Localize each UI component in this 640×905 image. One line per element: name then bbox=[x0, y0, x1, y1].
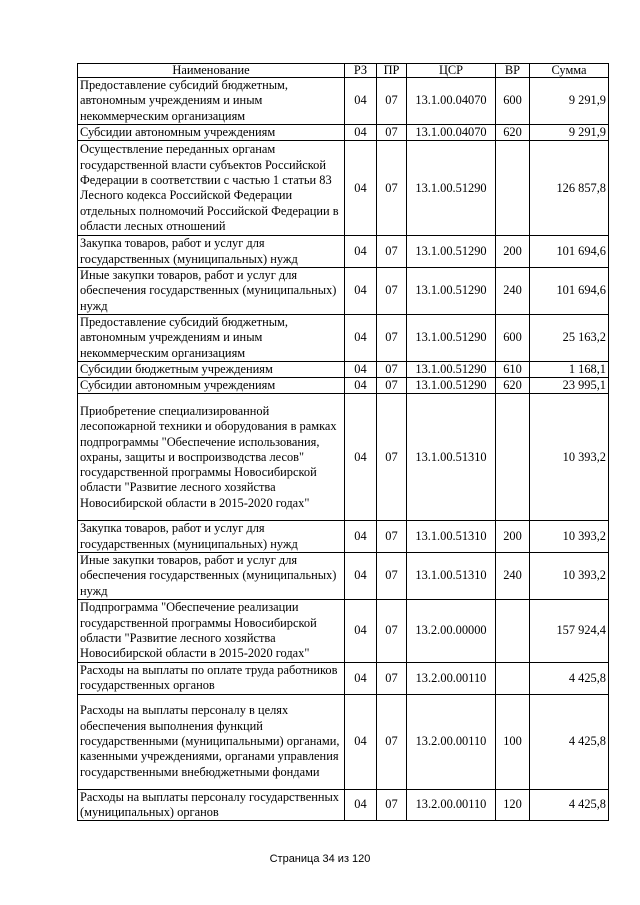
cell-pr: 07 bbox=[377, 553, 407, 600]
cell-csr: 13.2.00.00110 bbox=[407, 694, 496, 789]
header-vr: ВР bbox=[496, 64, 530, 78]
cell-csr: 13.1.00.51290 bbox=[407, 267, 496, 314]
table-row bbox=[78, 521, 609, 553]
cell-name: Субсидии автономным учреждениям bbox=[78, 378, 345, 394]
cell-pr: 07 bbox=[377, 267, 407, 314]
table-row bbox=[78, 78, 609, 125]
cell-vr: 240 bbox=[496, 553, 530, 600]
cell-rz: 04 bbox=[345, 267, 377, 314]
header-sum: Сумма bbox=[530, 64, 609, 78]
cell-name: Расходы на выплаты персоналу государственных (муниципальных) органов bbox=[78, 789, 345, 821]
cell-rz: 04 bbox=[345, 663, 377, 695]
table-row bbox=[78, 694, 609, 789]
cell-rz: 04 bbox=[345, 521, 377, 553]
cell-vr: 620 bbox=[496, 378, 530, 394]
cell-sum: 9 291,9 bbox=[530, 78, 609, 125]
cell-csr: 13.2.00.00110 bbox=[407, 789, 496, 821]
cell-rz: 04 bbox=[345, 694, 377, 789]
cell-csr: 13.1.00.51290 bbox=[407, 314, 496, 361]
table-row bbox=[78, 789, 609, 821]
cell-pr: 07 bbox=[377, 141, 407, 236]
table-row bbox=[78, 141, 609, 236]
cell-rz: 04 bbox=[345, 553, 377, 600]
cell-vr: 610 bbox=[496, 361, 530, 377]
cell-name: Субсидии автономным учреждениям bbox=[78, 125, 345, 141]
table-row bbox=[78, 361, 609, 377]
cell-rz: 04 bbox=[345, 236, 377, 268]
table-row bbox=[78, 394, 609, 521]
cell-rz: 04 bbox=[345, 361, 377, 377]
cell-sum: 157 924,4 bbox=[530, 600, 609, 663]
cell-sum: 101 694,6 bbox=[530, 267, 609, 314]
cell-name: Иные закупки товаров, работ и услуг для обеспечения государственных (муниципальных) нужд bbox=[78, 267, 345, 314]
cell-csr: 13.1.00.04070 bbox=[407, 78, 496, 125]
cell-csr: 13.2.00.00110 bbox=[407, 663, 496, 695]
cell-pr: 07 bbox=[377, 789, 407, 821]
cell-sum: 10 393,2 bbox=[530, 521, 609, 553]
cell-sum: 9 291,9 bbox=[530, 125, 609, 141]
cell-rz: 04 bbox=[345, 378, 377, 394]
cell-sum: 25 163,2 bbox=[530, 314, 609, 361]
cell-csr: 13.1.00.51290 bbox=[407, 141, 496, 236]
table-row bbox=[78, 663, 609, 695]
cell-pr: 07 bbox=[377, 78, 407, 125]
cell-name: Предоставление субсидий бюджетным, автономным учреждениям и иным некоммерческим организациям bbox=[78, 78, 345, 125]
cell-sum: 4 425,8 bbox=[530, 694, 609, 789]
header-pr: ПР bbox=[377, 64, 407, 78]
cell-pr: 07 bbox=[377, 394, 407, 521]
cell-sum: 23 995,1 bbox=[530, 378, 609, 394]
cell-vr: 200 bbox=[496, 236, 530, 268]
cell-name: Предоставление субсидий бюджетным, автономным учреждениям и иным некоммерческим организациям bbox=[78, 314, 345, 361]
cell-vr: 600 bbox=[496, 78, 530, 125]
cell-name: Закупка товаров, работ и услуг для государственных (муниципальных) нужд bbox=[78, 236, 345, 268]
cell-vr: 600 bbox=[496, 314, 530, 361]
cell-vr bbox=[496, 600, 530, 663]
header-csr: ЦСР bbox=[407, 64, 496, 78]
cell-name: Закупка товаров, работ и услуг для государственных (муниципальных) нужд bbox=[78, 521, 345, 553]
budget-table bbox=[77, 63, 609, 821]
cell-csr: 13.1.00.51310 bbox=[407, 553, 496, 600]
cell-pr: 07 bbox=[377, 125, 407, 141]
cell-rz: 04 bbox=[345, 314, 377, 361]
cell-name: Иные закупки товаров, работ и услуг для обеспечения государственных (муниципальных) нужд bbox=[78, 553, 345, 600]
cell-csr: 13.1.00.51310 bbox=[407, 521, 496, 553]
table-row bbox=[78, 267, 609, 314]
cell-rz: 04 bbox=[345, 789, 377, 821]
table-row bbox=[78, 378, 609, 394]
cell-pr: 07 bbox=[377, 361, 407, 377]
cell-name: Подпрограмма "Обеспечение реализации государственной программы Новосибирской области "Развитие лесного хозяйства Новосибирской области в 2015-2020 годах" bbox=[78, 600, 345, 663]
cell-csr: 13.1.00.51290 bbox=[407, 236, 496, 268]
cell-sum: 126 857,8 bbox=[530, 141, 609, 236]
table-row bbox=[78, 314, 609, 361]
cell-csr: 13.1.00.51290 bbox=[407, 378, 496, 394]
cell-rz: 04 bbox=[345, 141, 377, 236]
cell-rz: 04 bbox=[345, 600, 377, 663]
page-number: Страница 34 из 120 bbox=[269, 853, 371, 865]
cell-name: Осуществление переданных органам государственной власти субъектов Российской Федерации в соответствии с частью 1 статьи 83 Лесного кодекса Российской Федерации отдельных полномочий Российской Федерации в области лесных отношений bbox=[78, 141, 345, 236]
header-name: Наименование bbox=[78, 64, 345, 78]
cell-pr: 07 bbox=[377, 378, 407, 394]
cell-sum: 4 425,8 bbox=[530, 789, 609, 821]
cell-pr: 07 bbox=[377, 663, 407, 695]
cell-rz: 04 bbox=[345, 394, 377, 521]
table-row bbox=[78, 125, 609, 141]
table-row bbox=[78, 553, 609, 600]
cell-vr: 240 bbox=[496, 267, 530, 314]
cell-vr: 620 bbox=[496, 125, 530, 141]
cell-rz: 04 bbox=[345, 78, 377, 125]
cell-name: Субсидии бюджетным учреждениям bbox=[78, 361, 345, 377]
cell-vr: 200 bbox=[496, 521, 530, 553]
header-rz: РЗ bbox=[345, 64, 377, 78]
cell-sum: 10 393,2 bbox=[530, 553, 609, 600]
cell-pr: 07 bbox=[377, 521, 407, 553]
table-header-row bbox=[78, 64, 609, 78]
cell-pr: 07 bbox=[377, 314, 407, 361]
cell-pr: 07 bbox=[377, 600, 407, 663]
cell-vr bbox=[496, 394, 530, 521]
cell-vr bbox=[496, 663, 530, 695]
cell-csr: 13.1.00.51290 bbox=[407, 361, 496, 377]
cell-vr: 100 bbox=[496, 694, 530, 789]
cell-name: Расходы на выплаты персоналу в целях обеспечения выполнения функций государственными (муниципальными) органами, казенными учреждениями, органами управления государственными внебюджетными фондами bbox=[78, 694, 345, 789]
cell-pr: 07 bbox=[377, 694, 407, 789]
cell-name: Приобретение специализированной лесопожарной техники и оборудования в рамках подпрограммы "Обеспечение использования, охраны, защиты и воспроизводства лесов" государственной программы Новосибирской области "Развитие лесного хозяйства Новосибирской области в 2015-2020 годах" bbox=[78, 394, 345, 521]
table-row bbox=[78, 600, 609, 663]
cell-vr: 120 bbox=[496, 789, 530, 821]
cell-rz: 04 bbox=[345, 125, 377, 141]
cell-sum: 1 168,1 bbox=[530, 361, 609, 377]
cell-csr: 13.2.00.00000 bbox=[407, 600, 496, 663]
cell-name: Расходы на выплаты по оплате труда работников государственных органов bbox=[78, 663, 345, 695]
cell-pr: 07 bbox=[377, 236, 407, 268]
cell-vr bbox=[496, 141, 530, 236]
cell-sum: 4 425,8 bbox=[530, 663, 609, 695]
cell-csr: 13.1.00.04070 bbox=[407, 125, 496, 141]
table-row bbox=[78, 236, 609, 268]
cell-sum: 101 694,6 bbox=[530, 236, 609, 268]
cell-sum: 10 393,2 bbox=[530, 394, 609, 521]
cell-csr: 13.1.00.51310 bbox=[407, 394, 496, 521]
